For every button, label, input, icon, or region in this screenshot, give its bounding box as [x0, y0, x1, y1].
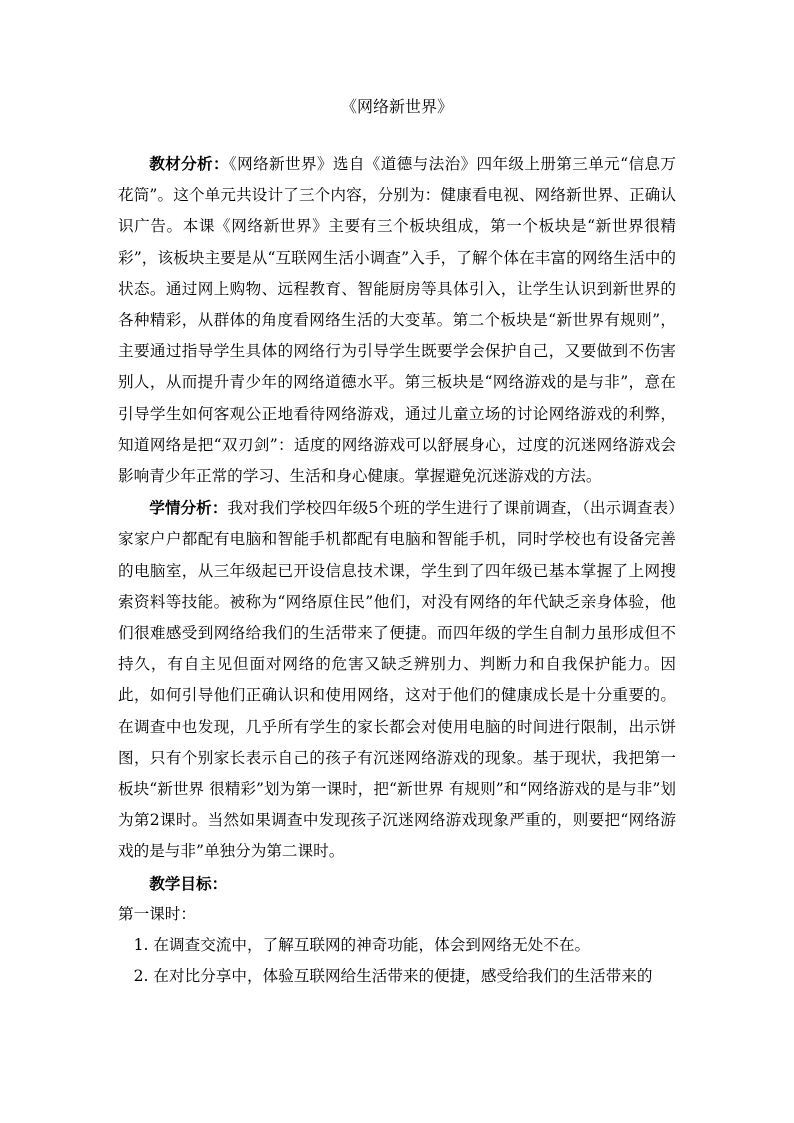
student-analysis-label: 学情分析：	[149, 498, 228, 518]
student-analysis-paragraph	[118, 492, 676, 867]
goal-item-1: 1. 在调查交流中，了解互联网的神奇功能，体会到网络无处不在。	[133, 936, 591, 955]
teaching-goals-heading: 教学目标：	[149, 873, 228, 893]
lesson-one-label: 第一课时：	[118, 904, 196, 923]
document-body	[118, 148, 676, 992]
textbook-analysis-text: 《网络新世界》选自《道德与法治》四年级上册第三单元“信息万花筒”。这个单元共设计了三个内容，分别为：健康看电视、网络新世界、正确认识广告。本课《网络新世界》主要有三个板块组成，第一个板块是“新世界很精彩”，该板块主要是从“互联网生活小调查”入手，了解个体在丰富的网络生活中的状态。通过网上购物、远程教育、智能厨房等具体引入，让学生认识到新世界的各种精彩，从群体的角度看网络生活的大变革。第二个板块是“新世界有规则”，主要通过指导学生具体的网络行为引导学生既要学会保护自己，又要做到不伤害别人，从而提升青少年的网络道德水平。第三板块是“网络游戏的是与非”，意在引导学生如何客观公正地看待网络游戏，通过儿童立场的讨论网络游戏的利弊，知道网络是把“双刃剑”：适度的网络游戏可以舒展身心，过度的沉迷网络游戏会影响青少年正常的学习、生活和身心健康。掌握避免沉迷游戏的方法。	[118, 155, 676, 486]
document-title: 《网络新世界》	[340, 97, 453, 116]
textbook-analysis-label: 教材分析：	[149, 154, 229, 173]
student-analysis-text: 我对我们学校四年级5个班的学生进行了课前调查，（出示调查表）家家户户都配有电脑和智能手机都配有电脑和智能手机，同时学校也有设备完善的电脑室，从三年级起已开设信息技术课，学生到了四年级已基本掌握了上网搜索资料等技能。被称为“网络原住民”他们，对没有网络的年代缺乏亲身体验，他们很难感受到网络给我们的生活带来了便捷。而四年级的学生自制力虽形成但不持久，有自主见但面对网络的危害又缺乏辨别力、判断力和自我保护能力。因此，如何引导他们正确认识和使用网络，这对于他们的健康成长是十分重要的。在调查中也发现，几乎所有学生的家长都会对使用电脑的时间进行限制，出示饼图，只有个别家长表示自己的孩子有沉迷网络游戏的现象。基于现状，我把第一板块“新世界 很精彩”划为第一课时，把“新世界 有规则”和“网络游戏的是与非”划为第2课时。当然如果调查中发现孩子沉迷网络游戏现象严重的，则要把“网络游戏的是与非”单独分为第二课时。	[118, 499, 676, 861]
goal-item-2: 2. 在对比分享中，体验互联网给生活带来的便捷，感受给我们的生活带来的	[133, 967, 653, 986]
textbook-analysis-paragraph	[118, 148, 676, 492]
